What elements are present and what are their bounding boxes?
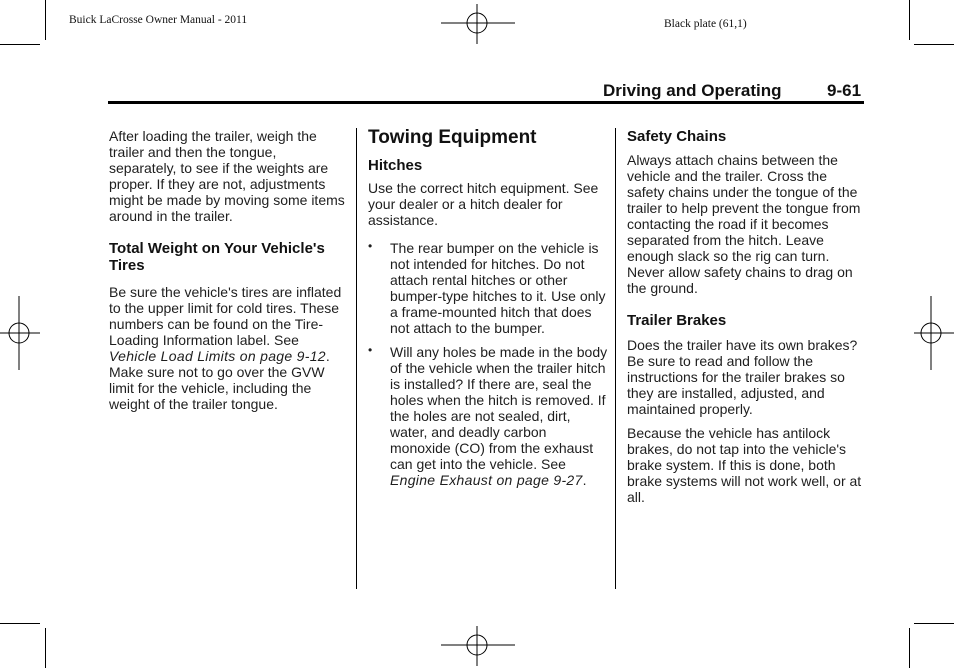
crop-mark (0, 44, 40, 45)
section-title: Driving and Operating (603, 81, 782, 100)
crop-mark (45, 0, 46, 40)
heading-hitches: Hitches (368, 157, 423, 174)
header-rule (108, 101, 864, 104)
heading-safety-chains: Safety Chains (627, 128, 727, 145)
towing-equipment-title: Towing Equipment (368, 127, 537, 148)
crop-mark (909, 628, 910, 668)
column-1 (109, 128, 345, 421)
link-vehicle-load-limits[interactable]: Vehicle Load Limits on page 9-12 (109, 348, 326, 364)
crop-mark (914, 623, 954, 624)
column-3 (627, 128, 867, 514)
safety-chains-paragraph: Always attach chains between the vehicle and the trailer. Cross the safety chains under the tongue of the trailer to help prevent the tongue from contacting the road if it becomes separated from the hitch. Leave enough slack so the rig can turn. Never allow safety chains to drag on the ground. (627, 152, 861, 296)
crop-mark (45, 628, 46, 668)
heading-total-weight: Total Weight on Your Vehicle's Tires (109, 240, 325, 274)
column-2 (368, 127, 608, 495)
antilock-paragraph: Because the vehicle has antilock brakes, do not tap into the vehicle's brake system. If this is done, both brake systems will not work well, or at all. (627, 425, 862, 505)
tire-paragraph-start: Be sure the vehicle's tires are inflated to the upper limit for cold tires. These numbers can be found on the Tire-Loading Information label. See (109, 284, 342, 348)
crop-mark (909, 0, 910, 40)
list-item (368, 240, 608, 336)
heading-trailer-brakes: Trailer Brakes (627, 312, 727, 329)
registration-mark-left (0, 296, 40, 370)
intro-paragraph: After loading the trailer, weigh the trailer and then the tongue, separately, to see if the weights are proper. If they are not, adjustments might be made by moving some items around in the trailer. (109, 128, 345, 224)
list-item (368, 344, 608, 488)
bullet-icon: • (368, 343, 373, 357)
link-engine-exhaust[interactable]: Engine Exhaust on page 9-27 (390, 472, 583, 488)
bullet-text: The rear bumper on the vehicle is not intended for hitches. Do not attach rental hitches or other bumper-type hitches to it. Use only a frame-mounted hitch that does not attach to the bumper. (390, 240, 606, 336)
bullet-text-start: Will any holes be made in the body of the vehicle when the trailer hitch is installed? If there are, seal the holes when the hitch is removed. If the holes are not sealed, dirt, water, and deadly carbon monoxide (CO) from the exhaust can get into the vehicle. See (390, 344, 608, 472)
crop-mark (0, 623, 40, 624)
tire-paragraph (109, 284, 345, 412)
bullet-text-end: . (582, 472, 587, 488)
hitches-intro: Use the correct hitch equipment. See your dealer or a hitch dealer for assistance. (368, 180, 599, 228)
page-number: 9-61 (827, 81, 862, 100)
crop-mark (914, 44, 954, 45)
hitch-bullet-list (368, 240, 608, 488)
column-divider (356, 128, 357, 589)
trailer-brakes-paragraph: Does the trailer have its own brakes? Be sure to read and follow the instructions for the trailer brakes so they are installed, adjusted, and maintained properly. (627, 337, 858, 417)
plate-label: Black plate (61,1) (664, 18, 747, 30)
registration-mark-right (914, 296, 954, 370)
column-divider (615, 128, 616, 589)
registration-mark-top (441, 4, 515, 44)
bullet-icon: • (368, 239, 373, 253)
registration-mark-bottom (441, 626, 515, 666)
tire-paragraph-end: . Make sure not to go over the GVW limit for the vehicle, including the weight of the trailer tongue. (109, 348, 330, 412)
manual-title: Buick LaCrosse Owner Manual - 2011 (69, 14, 248, 26)
